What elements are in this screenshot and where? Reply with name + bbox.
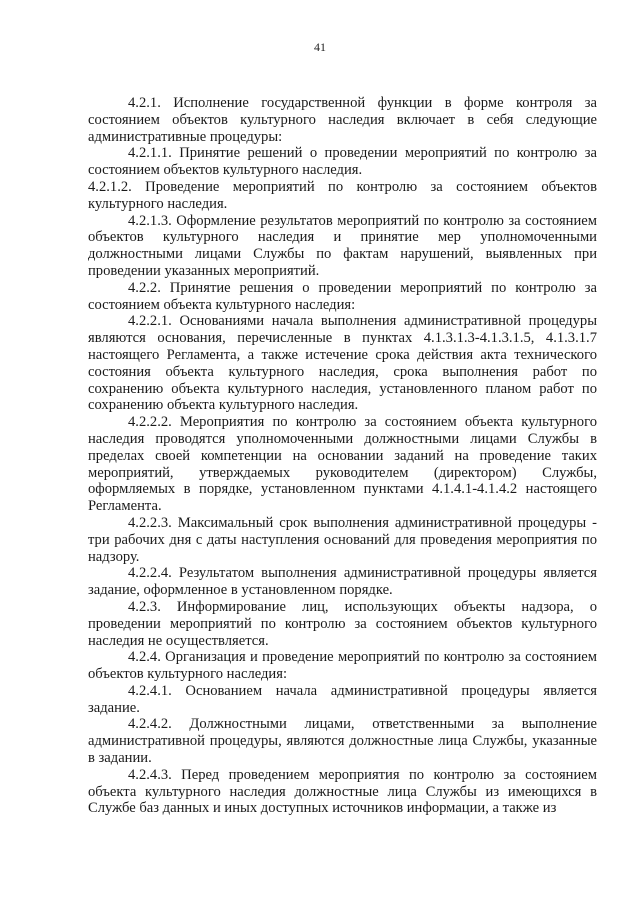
paragraph-4-2-2: 4.2.2. Принятие решения о проведении мероприятий по контролю за состоянием объекта культурного наследия: [88,279,597,313]
paragraph-4-2-4-1: 4.2.4.1. Основанием начала административной процедуры является задание. [88,682,597,716]
paragraph-4-2-1-3: 4.2.1.3. Оформление результатов мероприятий по контролю за состоянием объектов культурного наследия и принятие мер уполномоченными должностными лицами Службы по фактам нарушений, выявленных при проведении указанных мероприятий. [88,212,597,279]
paragraph-4-2-4-2: 4.2.4.2. Должностными лицами, ответственными за выполнение административной процедуры, являются должностные лица Службы, указанные в задании. [88,716,597,767]
paragraph-4-2-2-3: 4.2.2.3. Максимальный срок выполнения административной процедуры - три рабочих дня с даты наступления оснований для проведения мероприятия по надзору. [88,514,597,565]
paragraph-4-2-1-1: 4.2.1.1. Принятие решений о проведении мероприятий по контролю за состоянием объектов культурного наследия. [88,145,597,179]
paragraph-4-2-4: 4.2.4. Организация и проведение мероприятий по контролю за состоянием объектов культурного наследия: [88,649,597,683]
document-body [88,95,597,817]
paragraph-4-2-4-3: 4.2.4.3. Перед проведением мероприятия по контролю за состоянием объекта культурного наследия должностные лица Службы из имеющихся в Службе баз данных и иных доступных источников информации, а также из [88,766,597,817]
paragraph-4-2-1-2: 4.2.1.2. Проведение мероприятий по контролю за состоянием объектов культурного наследия. [88,178,597,212]
paragraph-4-2-2-4: 4.2.2.4. Результатом выполнения административной процедуры является задание, оформленное в установленном порядке. [88,565,597,599]
paragraph-4-2-1: 4.2.1. Исполнение государственной функции в форме контроля за состоянием объектов культурного наследия включает в себя следующие административные процедуры: [88,95,597,145]
paragraph-4-2-3: 4.2.3. Информирование лиц, использующих объекты надзора, о проведении мероприятий по контролю за состоянием объектов культурного наследия не осуществляется. [88,598,597,649]
paragraph-4-2-2-2: 4.2.2.2. Мероприятия по контролю за состоянием объекта культурного наследия проводятся уполномоченными должностными лицами Службы в пределах своей компетенции на основании заданий на проведение таких мероприятий, утверждаемых руководителем (директором) Службы, оформляемых в порядке, установленном пунктами 4.1.4.1-4.1.4.2 настоящего Регламента. [88,414,597,515]
page-number: 41 [314,40,326,54]
paragraph-4-2-2-1: 4.2.2.1. Основаниями начала выполнения административной процедуры являются основания, перечисленные в пунктах 4.1.3.1.3-4.1.3.1.5, 4.1.3.1.7 настоящего Регламента, а также истечение срока действия акта технического состояния объекта культурного наследия, срока выполнения работ по сохранению объекта культурного наследия, установленного планом работ по сохранению объекта культурного наследия. [88,313,597,414]
